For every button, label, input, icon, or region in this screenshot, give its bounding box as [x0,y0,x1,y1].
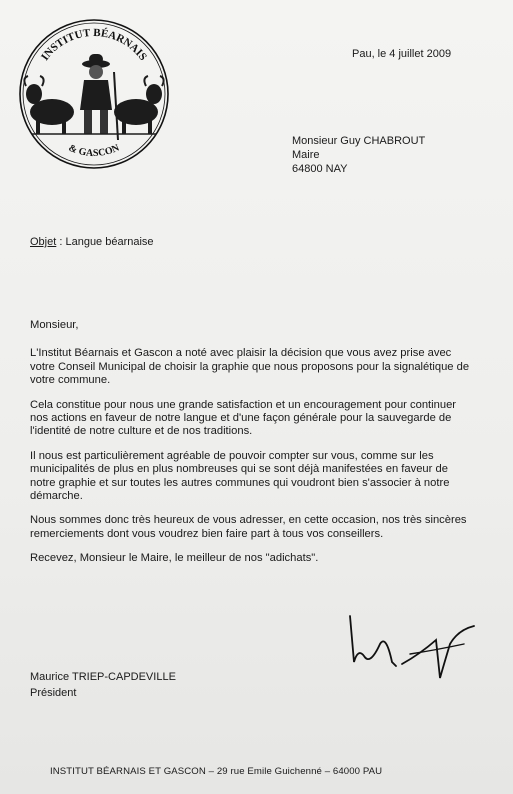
logo-top-text: INSTITUT BÉARNAIS [38,26,149,63]
ox-right-icon [114,76,164,134]
logo-bottom-text: & GASCON [66,142,122,160]
recipient-name: Monsieur Guy CHABROUT [292,135,426,147]
salutation: Monsieur, [30,319,79,331]
handwritten-signature [340,604,480,684]
signatory-name: Maurice TRIEP-CAPDEVILLE [30,671,176,683]
letter-footer: INSTITUT BÉARNAIS ET GASCON – 29 rue Emile Guichenné – 64000 PAU [50,766,383,777]
closing-paragraph: Recevez, Monsieur le Maire, le meilleur de nos "adichats". [30,552,319,565]
signatory-title: Président [30,687,77,699]
recipient-address [292,134,425,176]
letter-date: Pau, le 4 juillet 2009 [352,48,452,60]
institute-logo-seal [14,12,174,172]
letter-subject [30,236,154,248]
subject-text: Langue béarnaise [65,236,154,248]
recipient-city: 64800 NAY [292,163,348,175]
recipient-title: Maire [292,149,320,161]
subject-label: Objet [30,236,57,248]
letter-body [30,319,476,577]
svg-text:& GASCON [67,142,122,159]
body-paragraph-4: Nous sommes donc très heureux de vous adresser, en cette occasion, nos très sincères remerciements dont vous voudrez bien faire part à tous vos conseillers. [30,514,467,540]
signatory-block [30,669,176,701]
body-paragraph-3: Il nous est particulièrement agréable de pouvoir compter sur vous, comme sur les municipalités de plus en plus nombreuses qui se sont déjà manifestées en faveur de notre graphie et sur toutes les autres communes qui voudront bien s'associer à notre démarche. [30,449,450,503]
ox-left-icon [24,76,74,134]
body-paragraph-2: Cela constitue pour nous une grande satisfaction et un encouragement pour continuer nos actions en faveur de notre langue et d'une façon générale pour la sauvegarde de l'identité de notre culture et de nos traditions. [30,398,457,438]
shepherd-figure-icon [80,54,118,140]
body-paragraph-1: L'Institut Béarnais et Gascon a noté avec plaisir la décision que vous avez prise avec votre Conseil Municipal de choisir la graphie que nous proposons pour la signalétique de votre commune. [30,347,470,387]
subject-separator: : [56,236,66,248]
